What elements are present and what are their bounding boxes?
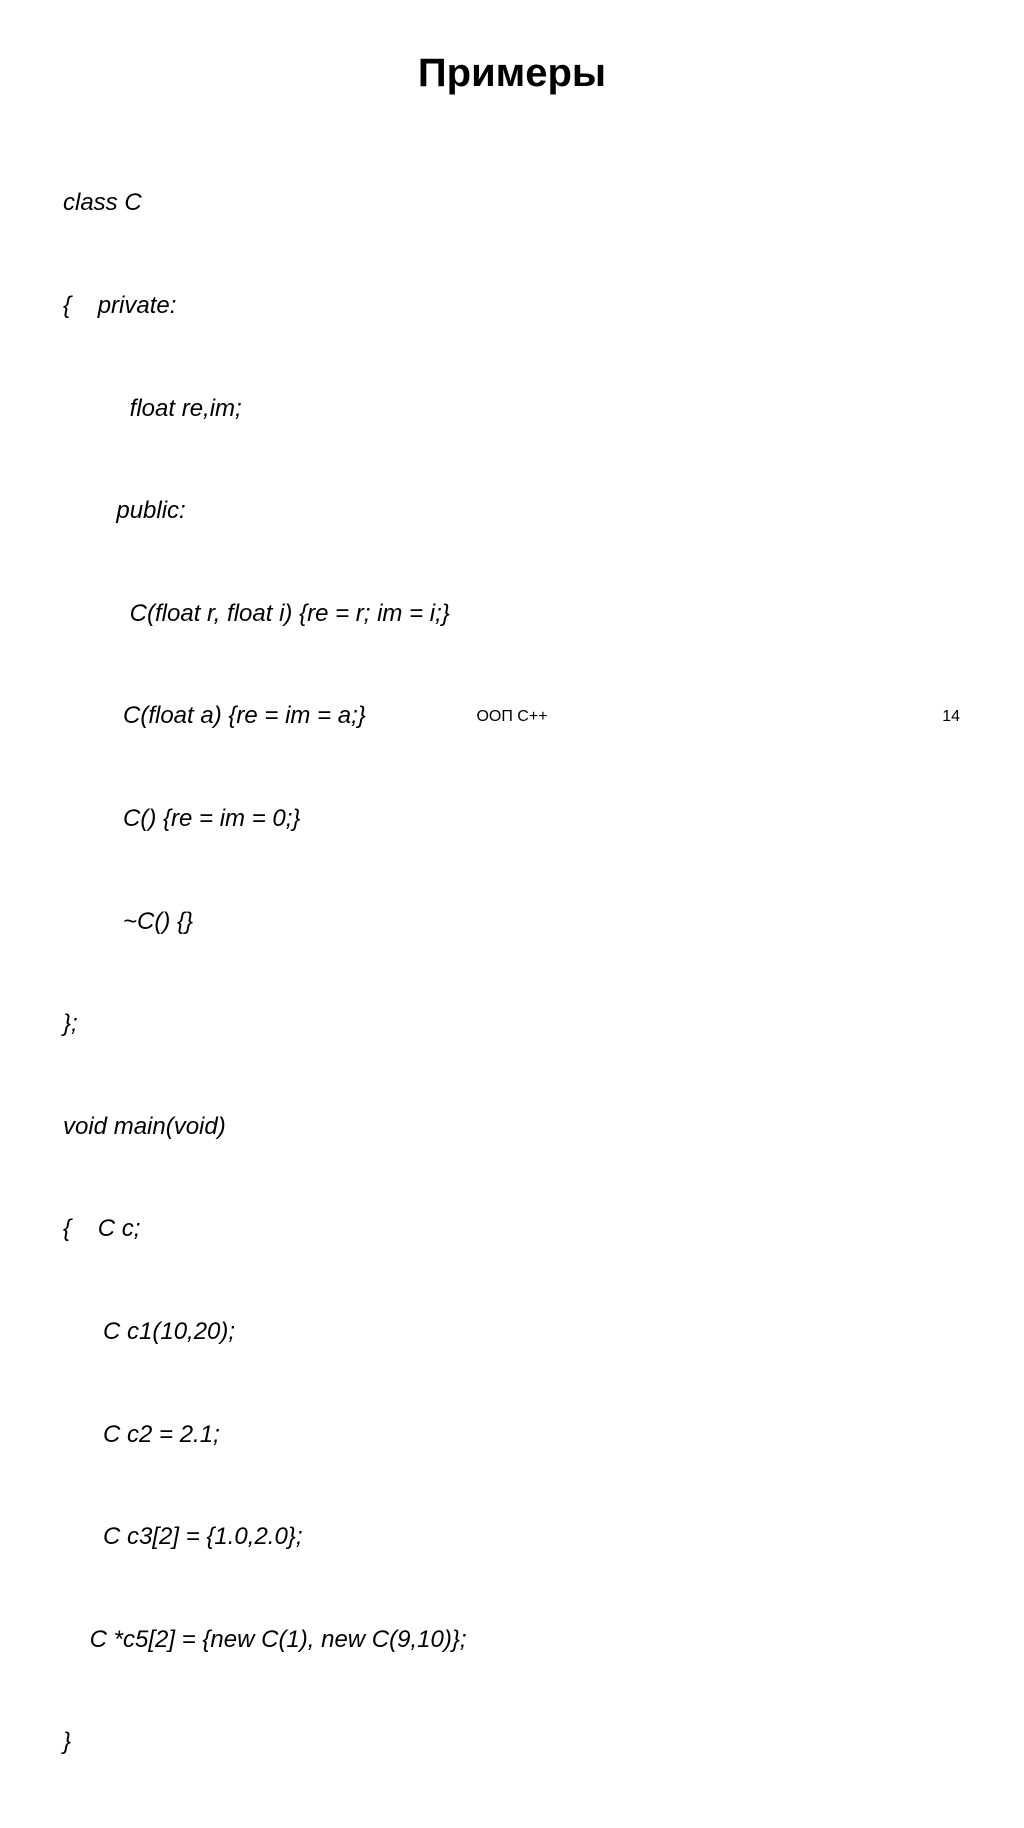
- code-line: float re,im;: [63, 394, 242, 422]
- code-line: C(float a) {re = im = a;}: [63, 702, 366, 730]
- footer-course-name: ООП С++: [476, 708, 548, 725]
- slide-title: Примеры: [417, 51, 607, 95]
- code-line: { C c;: [63, 1215, 141, 1243]
- code-line: C c1(10,20);: [63, 1317, 236, 1345]
- code-line: class C: [63, 189, 142, 217]
- code-line: }: [63, 1728, 72, 1756]
- code-line: ~C() {}: [63, 907, 194, 935]
- page-number: 14: [942, 708, 960, 725]
- code-block: [63, 118, 983, 1828]
- code-line: C *c5[2] = {new C(1), new C(9,10)};: [63, 1625, 467, 1653]
- code-line: C() {re = im = 0;}: [63, 804, 301, 832]
- code-line: };: [63, 1010, 78, 1038]
- code-line: C(float r, float i) {re = r; im = i;}: [63, 599, 450, 627]
- code-line: C c2 = 2.1;: [63, 1420, 220, 1448]
- code-line: C c3[2] = {1.0,2.0};: [63, 1523, 303, 1551]
- code-line: public:: [63, 497, 186, 525]
- code-line: void main(void): [63, 1112, 226, 1140]
- code-line: { private:: [63, 292, 177, 319]
